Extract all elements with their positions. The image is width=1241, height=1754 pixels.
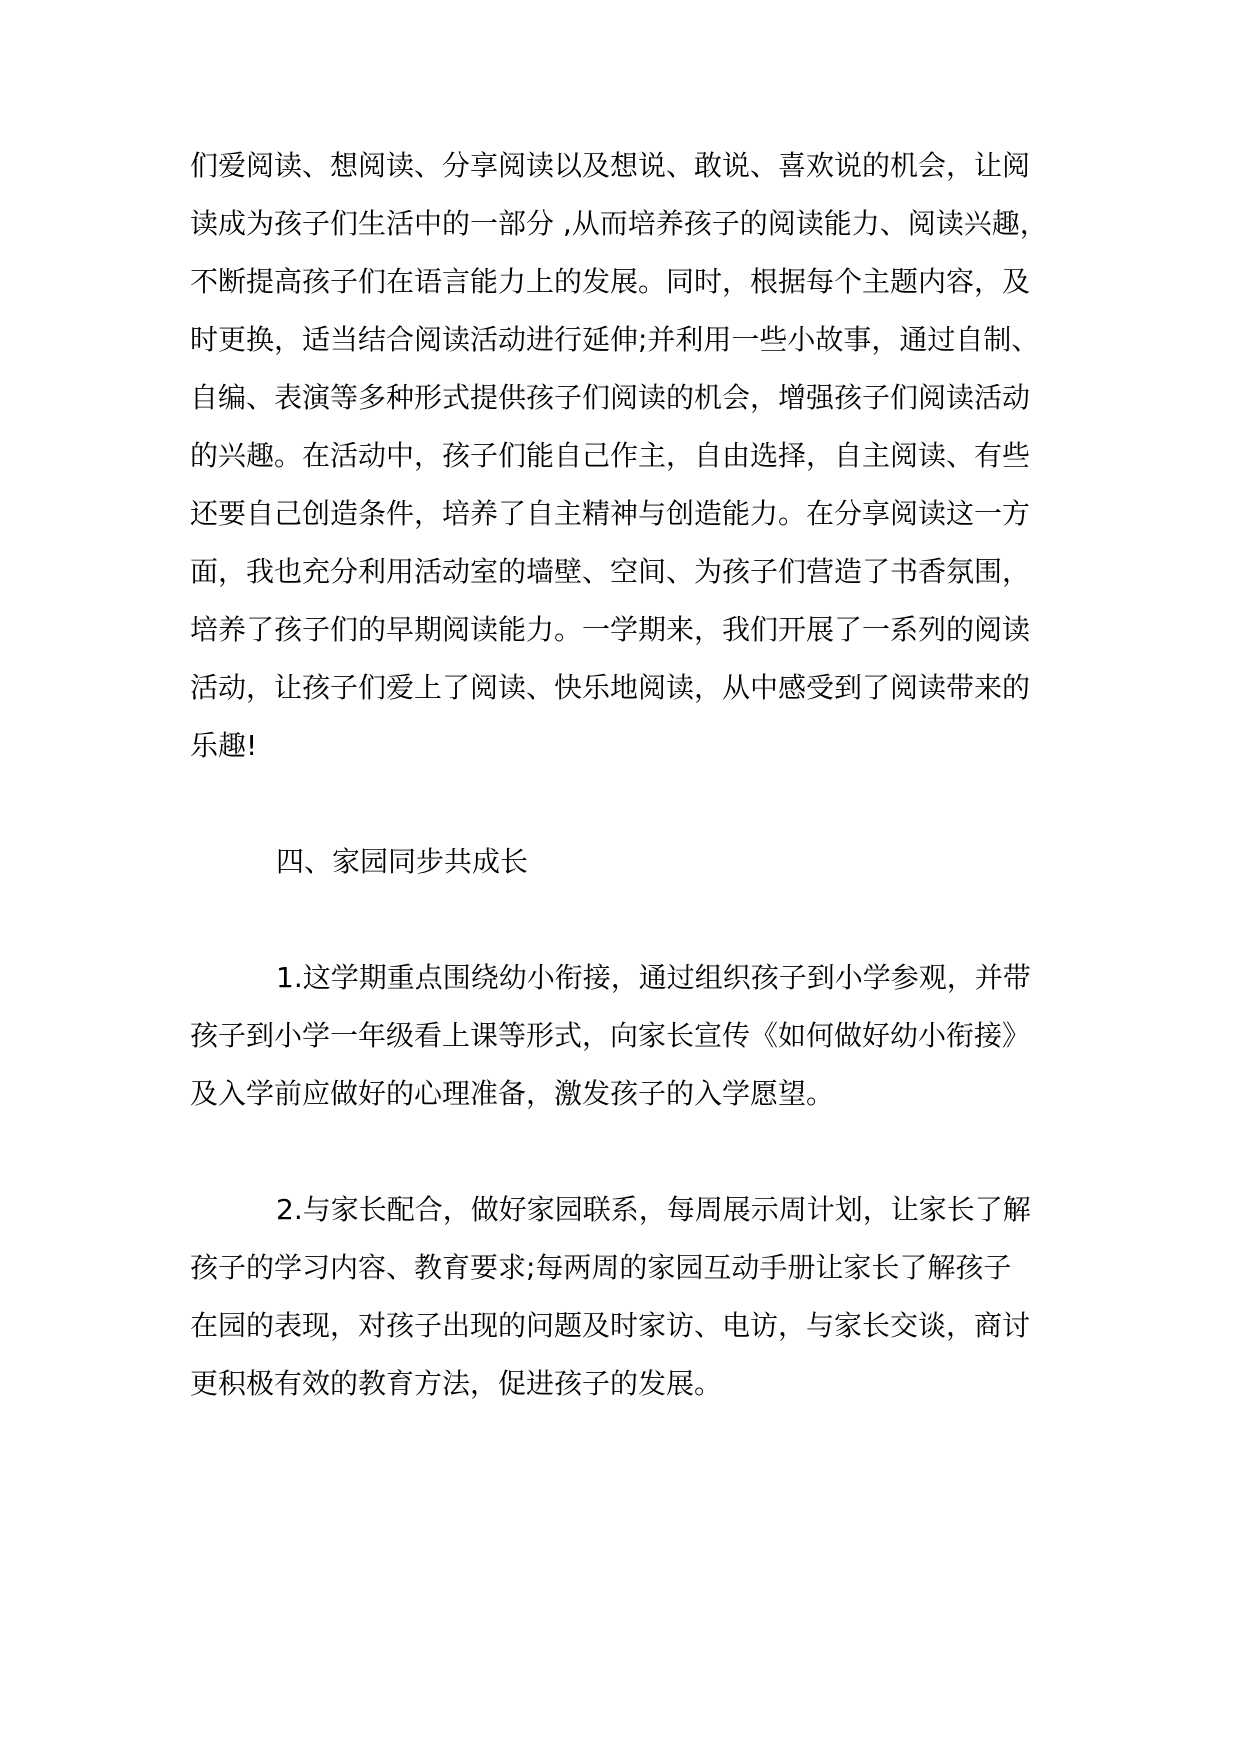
paragraph-line: 还要自己创造条件，培养了自主精神与创造能力。在分享阅读这一方 xyxy=(190,497,1031,530)
paragraph-line: 们爱阅读、想阅读、分享阅读以及想说、敢说、喜欢说的机会，让阅 xyxy=(190,149,1031,182)
paragraph-line: 及入学前应做好的心理准备，激发孩子的入学愿望。 xyxy=(190,1077,835,1110)
paragraph-line: 乐趣! xyxy=(190,729,258,762)
paragraph-line: 孩子的学习内容、教育要求;每两周的家园互动手册让家长了解孩子 xyxy=(190,1251,1012,1284)
section-heading: 四、家园同步共成长 xyxy=(276,845,529,878)
paragraph-line: 培养了孩子们的早期阅读能力。一学期来，我们开展了一系列的阅读 xyxy=(190,613,1031,646)
paragraph-line: 更积极有效的教育方法，促进孩子的发展。 xyxy=(190,1367,723,1400)
paragraph-line: 自编、表演等多种形式提供孩子们阅读的机会，增强孩子们阅读活动 xyxy=(190,381,1031,414)
paragraph-line: 读成为孩子们生活中的一部分 ,从而培养孩子的阅读能力、阅读兴趣， xyxy=(190,207,1048,240)
paragraph-line: 活动，让孩子们爱上了阅读、快乐地阅读，从中感受到了阅读带来的 xyxy=(190,671,1031,704)
paragraph-line: 孩子到小学一年级看上课等形式，向家长宣传《如何做好幼小衔接》 xyxy=(190,1019,1031,1052)
paragraph-line: 不断提高孩子们在语言能力上的发展。同时，根据每个主题内容，及 xyxy=(190,265,1031,298)
paragraph-line: 1.这学期重点围绕幼小衔接，通过组织孩子到小学参观，并带 xyxy=(276,961,1031,994)
paragraph-line: 的兴趣。在活动中，孩子们能自己作主，自由选择，自主阅读、有些 xyxy=(190,439,1031,472)
paragraph-line: 在园的表现，对孩子出现的问题及时家访、电访，与家长交谈，商讨 xyxy=(190,1309,1031,1342)
paragraph-line: 2.与家长配合，做好家园联系，每周展示周计划，让家长了解 xyxy=(276,1193,1031,1226)
paragraph-line: 时更换，适当结合阅读活动进行延伸;并利用一些小故事，通过自制、 xyxy=(190,323,1040,356)
paragraph-line: 面，我也充分利用活动室的墙壁、空间、为孩子们营造了书香氛围， xyxy=(190,555,1031,588)
